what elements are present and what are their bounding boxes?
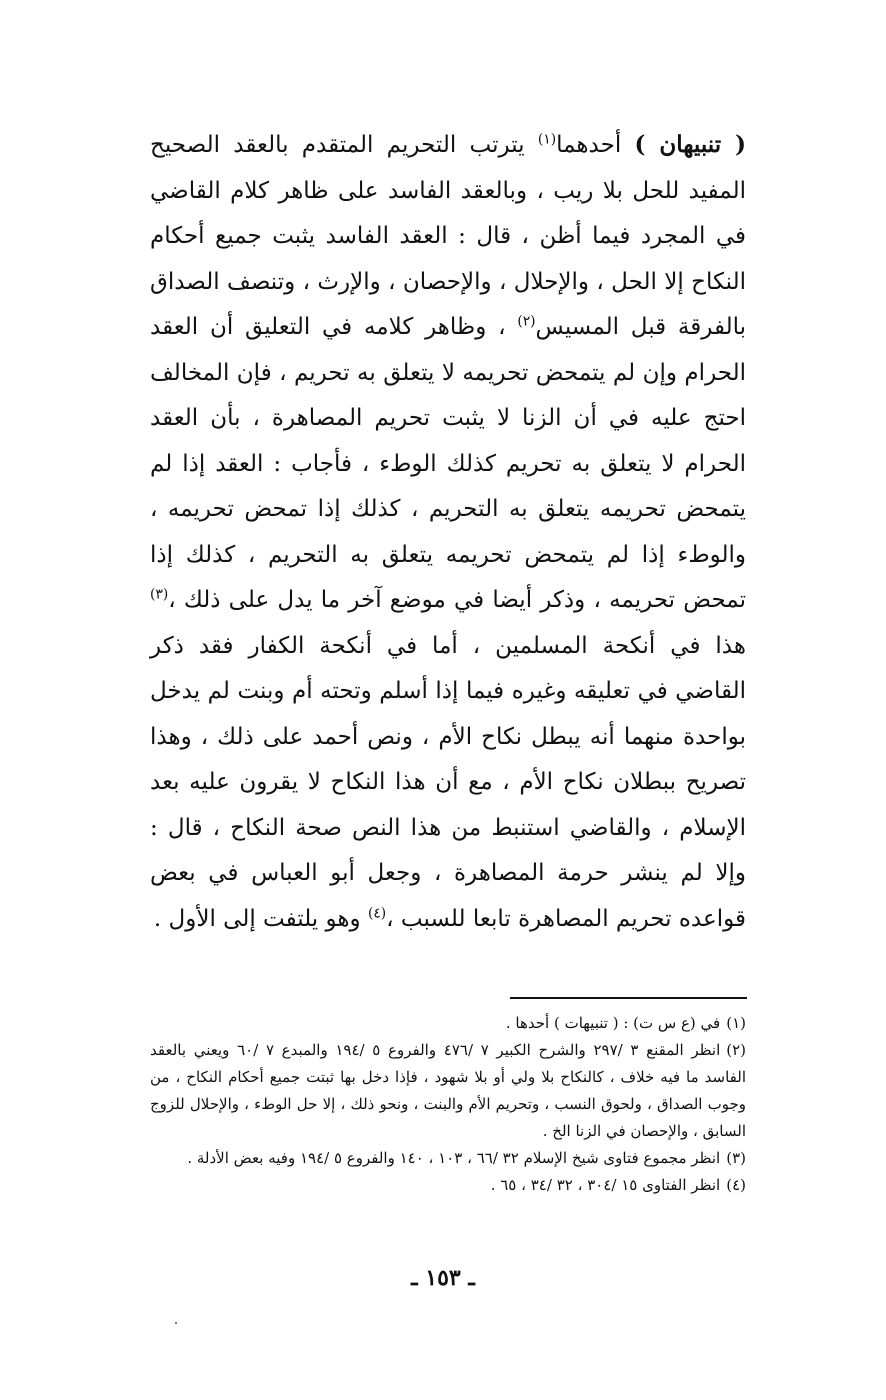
main-text-part-2: يترتب التحريم المتقدم بالعقد الصحيح المفيد للحل بلا ريب ، وبالعقد الفاسد على ظاهر كلام القاضي في المجرد فيما أظن ، قال : العقد الفاسد يثبت جميع أحكام النكاح إلا الحل ، والإحلال ، والإحصان ، والإرث ، وتنصف الصداق بالفرقة قبل المسيس xyxy=(150,132,747,340)
footnote-number: (٤) xyxy=(726,1176,746,1194)
footnote-divider xyxy=(510,997,747,999)
page-number: ـ ١٥٣ ـ xyxy=(411,1265,475,1291)
footnote-number: (٢) xyxy=(726,1041,747,1059)
footnote-ref-3: (٣) xyxy=(150,586,169,603)
footnotes xyxy=(150,1010,746,1199)
footnote-ref-4: (٤) xyxy=(367,904,387,921)
footnote-text: في (ع س ت) : ( تنبيهات ) أحدها . xyxy=(505,1014,721,1032)
main-text-part-3: ، وظاهر كلامه في التعليق أن العقد الحرام وإن لم يتمحض تحريمه لا يتعلق به تحريم ، فإن المخالف احتج عليه في أن الزنا لا يثبت تحريم المصاهرة ، بأن العقد الحرام لا يتعلق به تحريم كذلك الوطء ، فأجاب : العقد إذا لم يتمحض تحريمه يتعلق به التحريم ، كذلك إذا تمحض تحريمه ، والوطء إذا لم يتمحض تحريمه يتعلق به التحريم ، كذلك إذا تمحض تحريمه ، وذكر أيضا في موضع آخر ما يدل على ذلك ، xyxy=(150,314,746,613)
main-text-part-5: وهو يلتفت إلى الأول . xyxy=(153,905,361,932)
footnote-number: (٣) xyxy=(726,1149,746,1167)
footnote-text: انظر المقنع ٣ /٢٩٧ والشرح الكبير ٧ /٤٧٦ والفروع ٥ /١٩٤ والمبدع ٧ /٦٠ ويعني بالعقد الفاسد ما فيه خلاف ، كالنكاح بلا ولي أو بلا شهود ، فإذا دخل بها ثبتت جميع أحكام النكاح ، من وجوب الصداق ، ولحوق النسب ، وتحريم الأم والبنت ، ونحو ذلك ، إلا حل الوطء ، والإحلال للزوج السابق ، والإحصان في الزنا الخ . xyxy=(150,1041,746,1140)
footnote-ref-1: (١) xyxy=(537,131,557,148)
main-text xyxy=(150,122,746,942)
scan-speck xyxy=(175,1322,177,1324)
footnote-ref-2: (٢) xyxy=(517,313,536,330)
footnote-4 xyxy=(150,1172,746,1199)
footnote-1 xyxy=(150,1010,746,1037)
footnote-3 xyxy=(150,1145,746,1172)
footnote-text: انظر مجموع فتاوى شيخ الإسلام ٣٢ /٦٦ ، ١٠٣ ، ١٤٠ والفروع ٥ /١٩٤ وفيه بعض الأدلة . xyxy=(187,1149,721,1167)
footnote-text: انظر الفتاوى ١٥ /٣٠٤ ، ٣٢ /٣٤ ، ٦٥ . xyxy=(490,1176,721,1194)
main-text-part-4: هذا في أنكحة المسلمين ، أما في أنكحة الكفار فقد ذكر القاضي في تعليقه وغيره فيما إذا أسلم وتحته أم وبنت لم يدخل بواحدة منهما أنه يبطل نكاح الأم ، ونص أحمد على ذلك ، وهذا تصريح ببطلان نكاح الأم ، مع أن هذا النكاح لا يقرون عليه بعد الإسلام ، والقاضي استنبط من هذا النص صحة النكاح ، قال : وإلا لم ينشر حرمة المصاهرة ، وجعل أبو العباس في بعض قواعده تحريم المصاهرة تابعا للسبب ، xyxy=(150,632,746,932)
section-heading: ( تنبيهان ) xyxy=(634,131,747,158)
footnote-2 xyxy=(150,1037,746,1145)
main-text-part-1: أحدهما xyxy=(556,132,622,158)
footnote-number: (١) xyxy=(726,1014,746,1032)
